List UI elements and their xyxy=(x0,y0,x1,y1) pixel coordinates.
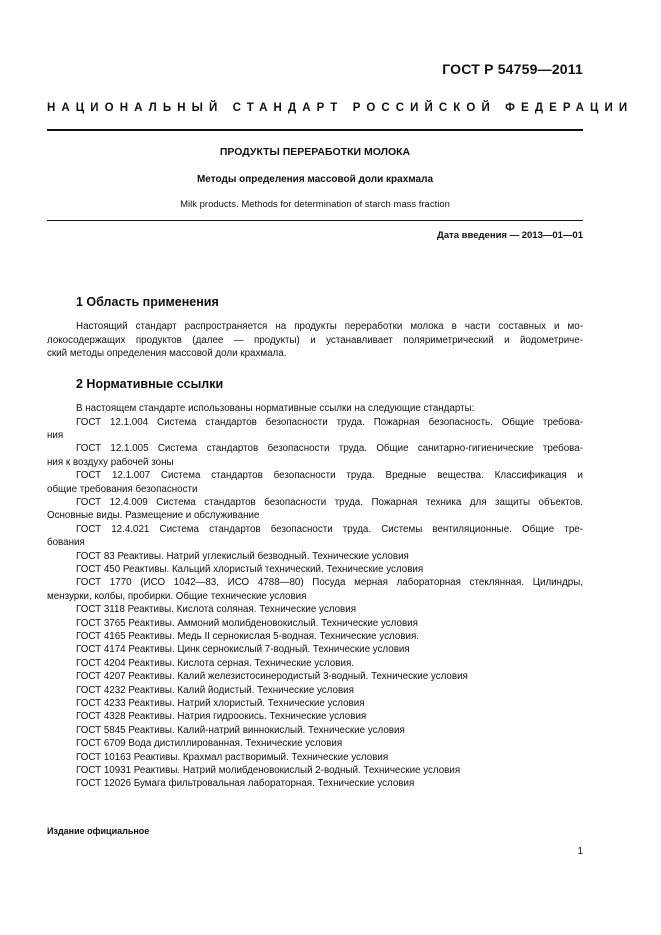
reference-item: ГОСТ 4204 Реактивы. Кислота серная. Технические условия. xyxy=(76,657,354,669)
reference-item: ГОСТ 4232 Реактивы. Калий йодистый. Технические условия xyxy=(76,684,354,696)
document-title-english: Milk products. Methods for determination of starch mass fraction xyxy=(180,199,450,210)
reference-item: ГОСТ 12.4.021 Система стандартов безопасности труда. Системы вентиляционные. Общие тре- xyxy=(76,523,583,535)
reference-item: ГОСТ 12.1.004 Система стандартов безопасности труда. Пожарная безопасность. Общие требова- xyxy=(76,416,583,428)
reference-item: ГОСТ 5845 Реактивы. Калий-натрий виннокислый. Технические условия xyxy=(76,724,405,736)
reference-item-continuation: мензурки, колбы, пробирки. Общие технические условия xyxy=(47,590,307,602)
reference-item: ГОСТ 450 Реактивы. Кальций хлористый технический. Технические условия xyxy=(76,563,424,575)
edition-label: Издание официальное xyxy=(47,826,150,836)
section-1-line: ский методы определения массовой доли крахмала. xyxy=(47,348,287,359)
reference-item: ГОСТ 1770 (ИСО 1042—83, ИСО 4788—80) Посуда мерная лабораторная стеклянная. Цилиндры, xyxy=(76,577,583,589)
reference-item-continuation: общие требования безопасности xyxy=(47,483,198,495)
gost-code: ГОСТ Р 54759—2011 xyxy=(442,61,583,77)
reference-item: ГОСТ 4233 Реактивы. Натрий хлористый. Технические условия xyxy=(76,697,365,709)
reference-item: ГОСТ 10931 Реактивы. Натрий молибденовокислый 2-водный. Технические условия xyxy=(76,764,461,776)
reference-item: ГОСТ 4207 Реактивы. Калий железистосинеродистый 3-водный. Технические условия xyxy=(76,671,468,683)
introduction-date: Дата введения — 2013—01—01 xyxy=(437,230,583,241)
reference-item: ГОСТ 4165 Реактивы. Медь II сернокислая 5-водная. Технические условия. xyxy=(76,630,419,642)
document-title: ПРОДУКТЫ ПЕРЕРАБОТКИ МОЛОКА xyxy=(219,146,411,158)
section-1-heading: 1 Область применения xyxy=(76,295,219,309)
reference-item: ГОСТ 4174 Реактивы. Цинк сернокислый 7-водный. Технические условия xyxy=(76,644,410,656)
reference-item: ГОСТ 4328 Реактивы. Натрия гидроокись. Технические условия xyxy=(76,711,367,723)
reference-item: ГОСТ 12.1.005 Система стандартов безопасности труда. Общие санитарно-гигиенические требова- xyxy=(76,443,583,455)
section-1-line: Настоящий стандарт распространяется на продукты переработки молока в части составных и мо- xyxy=(76,321,583,332)
reference-item-continuation: ния xyxy=(47,429,64,441)
reference-item: ГОСТ 12.4.009 Система стандартов безопасности труда. Пожарная техника для защиты объектов. xyxy=(76,496,583,508)
title-rule xyxy=(47,220,583,221)
reference-item: ГОСТ 10163 Реактивы. Крахмал растворимый. Технические условия xyxy=(76,751,389,763)
reference-item-continuation: ния к воздуху рабочей зоны xyxy=(47,456,174,468)
document-subtitle: Методы определения массовой доли крахмала xyxy=(196,174,434,185)
national-standard-banner: НАЦИОНАЛЬНЫЙ СТАНДАРТ РОССИЙСКОЙ ФЕДЕРАЦИИ xyxy=(47,102,634,114)
reference-item: ГОСТ 12026 Бумага фильтровальная лабораторная. Технические условия xyxy=(76,778,415,790)
reference-item: ГОСТ 83 Реактивы. Натрий углекислый безводный. Технические условия xyxy=(76,550,409,562)
reference-item: ГОСТ 6709 Вода дистиллированная. Технические условия xyxy=(76,738,343,750)
header-rule xyxy=(47,129,583,131)
section-1-line: локосодержащих продуктов (далее — продукты) и устанавливает поляриметрический и йодометриче- xyxy=(47,335,583,346)
section-2-heading: 2 Нормативные ссылки xyxy=(76,377,224,391)
reference-item-continuation: бования xyxy=(47,537,85,549)
reference-item: ГОСТ 12.1.007 Система стандартов безопасности труда. Вредные вещества. Классификация и xyxy=(76,470,583,482)
reference-item: ГОСТ 3118 Реактивы. Кислота соляная. Технические условия xyxy=(76,604,356,616)
section-2-intro: В настоящем стандарте использованы нормативные ссылки на следующие стандарты: xyxy=(76,403,475,414)
reference-item-continuation: Основные виды. Размещение и обслуживание xyxy=(47,510,260,522)
page-number: 1 xyxy=(577,846,583,857)
reference-item: ГОСТ 3765 Реактивы. Аммоний молибденовокислый. Технические условия xyxy=(76,617,418,629)
